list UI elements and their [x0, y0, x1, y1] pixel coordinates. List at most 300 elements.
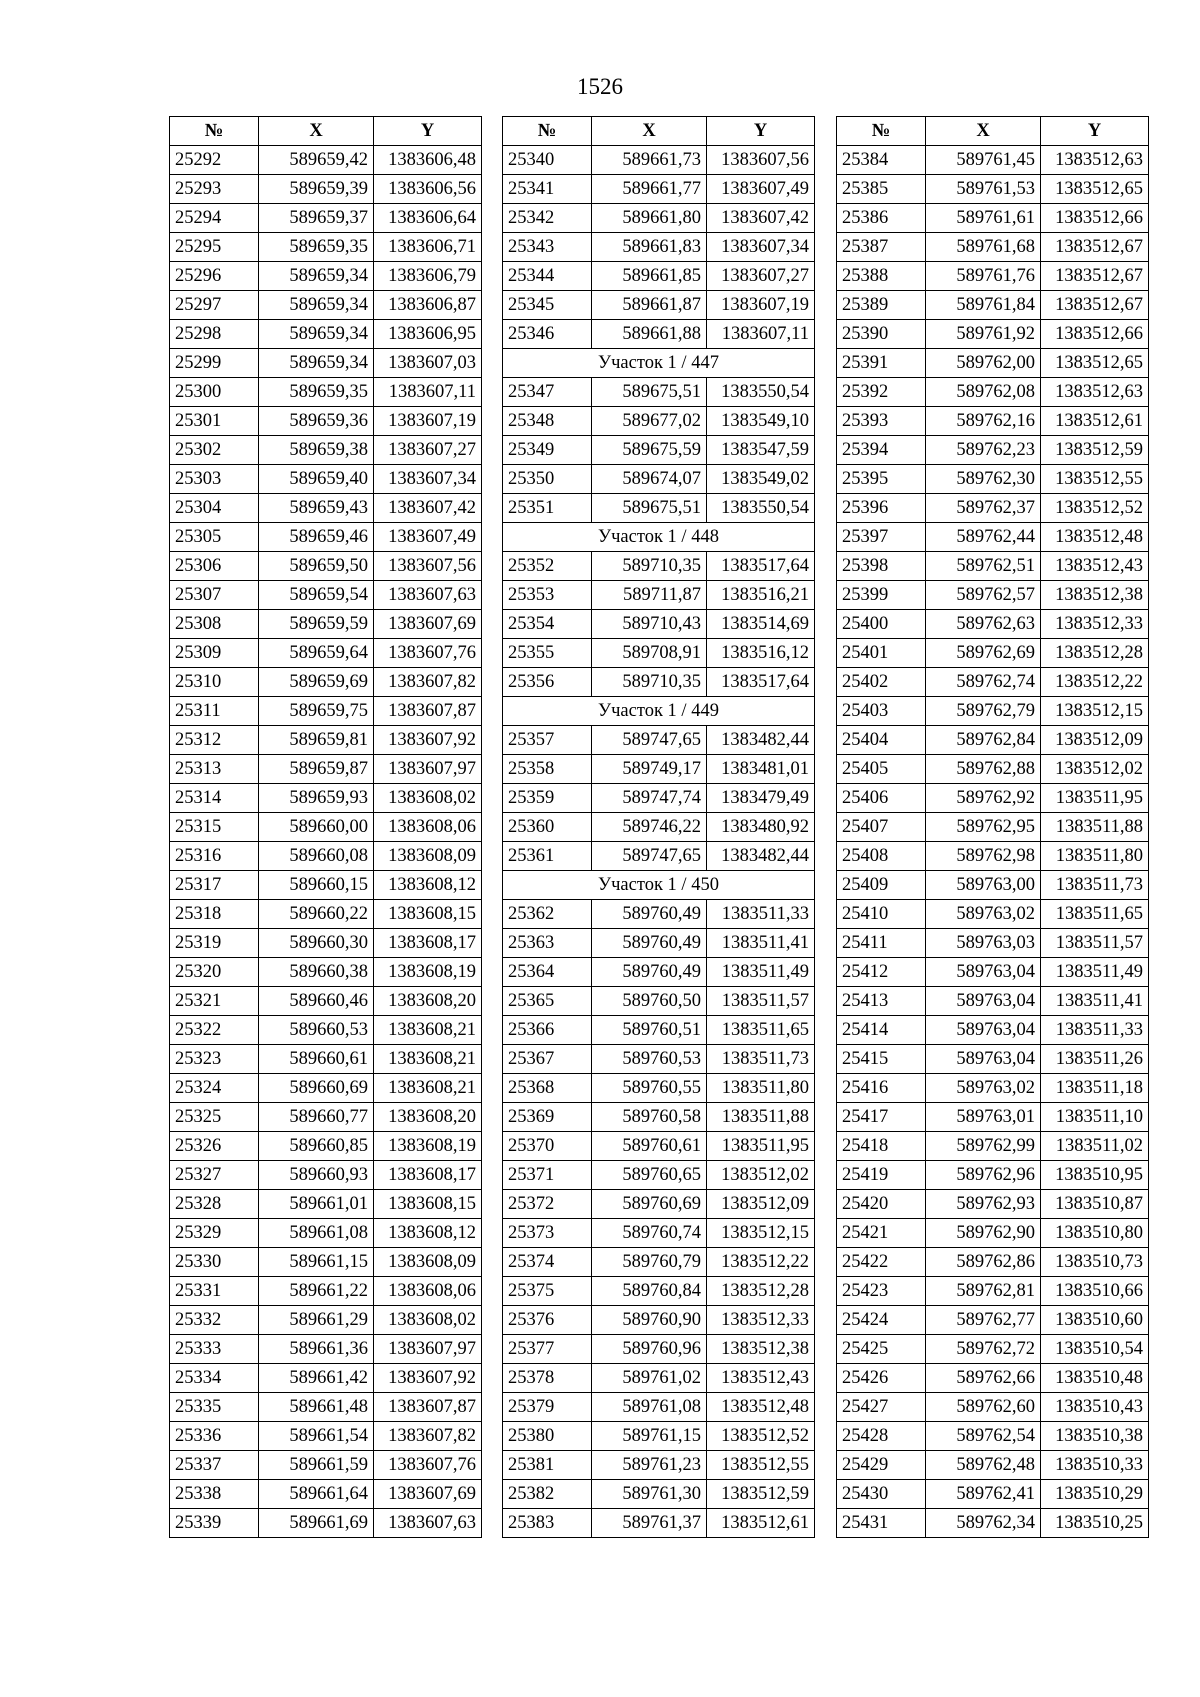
x-coordinate-cell: 589762,92: [926, 784, 1041, 813]
x-coordinate-cell: 589762,34: [926, 1509, 1041, 1538]
y-coordinate-cell: 1383512,55: [707, 1451, 815, 1480]
x-coordinate-cell: 589661,22: [259, 1277, 374, 1306]
y-coordinate-cell: 1383511,49: [1041, 958, 1149, 987]
table-row: [503, 494, 815, 523]
table-row: [503, 436, 815, 465]
x-coordinate-cell: 589659,40: [259, 465, 374, 494]
x-coordinate-cell: 589762,86: [926, 1248, 1041, 1277]
point-number-cell: 25356: [503, 668, 592, 697]
x-coordinate-cell: 589760,55: [592, 1074, 707, 1103]
x-coordinate-cell: 589761,61: [926, 204, 1041, 233]
y-coordinate-cell: 1383511,57: [1041, 929, 1149, 958]
table-row: [503, 755, 815, 784]
y-coordinate-cell: 1383512,61: [1041, 407, 1149, 436]
x-coordinate-cell: 589660,00: [259, 813, 374, 842]
table-row: [837, 1364, 1149, 1393]
x-coordinate-cell: 589762,79: [926, 697, 1041, 726]
y-coordinate-cell: 1383512,55: [1041, 465, 1149, 494]
section-label: Участок 1 / 450: [503, 871, 815, 900]
point-number-cell: 25390: [837, 320, 926, 349]
y-coordinate-cell: 1383606,87: [374, 291, 482, 320]
table-row: [837, 465, 1149, 494]
point-number-cell: 25409: [837, 871, 926, 900]
point-number-cell: 25421: [837, 1219, 926, 1248]
y-coordinate-cell: 1383511,88: [707, 1103, 815, 1132]
y-coordinate-cell: 1383607,69: [374, 610, 482, 639]
column-header-y: Y: [707, 117, 815, 146]
y-coordinate-cell: 1383512,67: [1041, 262, 1149, 291]
point-number-cell: 25324: [170, 1074, 259, 1103]
point-number-cell: 25302: [170, 436, 259, 465]
column-header-x: X: [592, 117, 707, 146]
point-number-cell: 25327: [170, 1161, 259, 1190]
y-coordinate-cell: 1383510,66: [1041, 1277, 1149, 1306]
y-coordinate-cell: 1383607,27: [374, 436, 482, 465]
y-coordinate-cell: 1383517,64: [707, 668, 815, 697]
y-coordinate-cell: 1383607,69: [374, 1480, 482, 1509]
table-row: [170, 494, 482, 523]
table-row: [837, 175, 1149, 204]
table-row: [170, 1016, 482, 1045]
point-number-cell: 25348: [503, 407, 592, 436]
y-coordinate-cell: 1383607,97: [374, 1335, 482, 1364]
table-row: [837, 204, 1149, 233]
point-number-cell: 25396: [837, 494, 926, 523]
x-coordinate-cell: 589761,45: [926, 146, 1041, 175]
y-coordinate-cell: 1383608,02: [374, 1306, 482, 1335]
y-coordinate-cell: 1383607,97: [374, 755, 482, 784]
y-coordinate-cell: 1383512,28: [707, 1277, 815, 1306]
table-header-row: [837, 117, 1149, 146]
table-row: [503, 1277, 815, 1306]
table-row: [170, 349, 482, 378]
point-number-cell: 25315: [170, 813, 259, 842]
y-coordinate-cell: 1383512,02: [1041, 755, 1149, 784]
table-row: [837, 668, 1149, 697]
point-number-cell: 25415: [837, 1045, 926, 1074]
point-number-cell: 25345: [503, 291, 592, 320]
x-coordinate-cell: 589760,50: [592, 987, 707, 1016]
column-header-number: №: [837, 117, 926, 146]
point-number-cell: 25413: [837, 987, 926, 1016]
y-coordinate-cell: 1383511,33: [707, 900, 815, 929]
y-coordinate-cell: 1383607,19: [707, 291, 815, 320]
table-row: [837, 1509, 1149, 1538]
column-header-x: X: [259, 117, 374, 146]
x-coordinate-cell: 589761,15: [592, 1422, 707, 1451]
x-coordinate-cell: 589760,49: [592, 929, 707, 958]
table-row: [837, 639, 1149, 668]
point-number-cell: 25312: [170, 726, 259, 755]
y-coordinate-cell: 1383512,48: [1041, 523, 1149, 552]
x-coordinate-cell: 589760,61: [592, 1132, 707, 1161]
table-row: [837, 1016, 1149, 1045]
table-row: [170, 987, 482, 1016]
point-number-cell: 25305: [170, 523, 259, 552]
x-coordinate-cell: 589659,43: [259, 494, 374, 523]
y-coordinate-cell: 1383516,12: [707, 639, 815, 668]
x-coordinate-cell: 589762,93: [926, 1190, 1041, 1219]
x-coordinate-cell: 589661,85: [592, 262, 707, 291]
y-coordinate-cell: 1383512,66: [1041, 204, 1149, 233]
x-coordinate-cell: 589761,84: [926, 291, 1041, 320]
y-coordinate-cell: 1383512,65: [1041, 175, 1149, 204]
y-coordinate-cell: 1383514,69: [707, 610, 815, 639]
y-coordinate-cell: 1383549,10: [707, 407, 815, 436]
table-row: [503, 1393, 815, 1422]
y-coordinate-cell: 1383608,12: [374, 871, 482, 900]
point-number-cell: 25325: [170, 1103, 259, 1132]
x-coordinate-cell: 589762,69: [926, 639, 1041, 668]
y-coordinate-cell: 1383512,59: [1041, 436, 1149, 465]
point-number-cell: 25399: [837, 581, 926, 610]
y-coordinate-cell: 1383606,48: [374, 146, 482, 175]
table-row: [503, 668, 815, 697]
point-number-cell: 25366: [503, 1016, 592, 1045]
table-row: [837, 1045, 1149, 1074]
x-coordinate-cell: 589761,02: [592, 1364, 707, 1393]
point-number-cell: 25303: [170, 465, 259, 494]
table-row: [170, 233, 482, 262]
section-row: [503, 523, 815, 552]
table-row: [837, 697, 1149, 726]
point-number-cell: 25314: [170, 784, 259, 813]
y-coordinate-cell: 1383606,79: [374, 262, 482, 291]
table-row: [170, 581, 482, 610]
point-number-cell: 25316: [170, 842, 259, 871]
point-number-cell: 25385: [837, 175, 926, 204]
y-coordinate-cell: 1383606,71: [374, 233, 482, 262]
x-coordinate-cell: 589661,64: [259, 1480, 374, 1509]
table-row: [170, 262, 482, 291]
x-coordinate-cell: 589762,99: [926, 1132, 1041, 1161]
point-number-cell: 25341: [503, 175, 592, 204]
y-coordinate-cell: 1383608,17: [374, 929, 482, 958]
x-coordinate-cell: 589762,60: [926, 1393, 1041, 1422]
y-coordinate-cell: 1383607,11: [374, 378, 482, 407]
x-coordinate-cell: 589674,07: [592, 465, 707, 494]
y-coordinate-cell: 1383510,25: [1041, 1509, 1149, 1538]
table-row: [503, 1103, 815, 1132]
y-coordinate-cell: 1383511,73: [707, 1045, 815, 1074]
x-coordinate-cell: 589660,22: [259, 900, 374, 929]
table-row: [837, 407, 1149, 436]
table-row: [503, 407, 815, 436]
y-coordinate-cell: 1383516,21: [707, 581, 815, 610]
point-number-cell: 25320: [170, 958, 259, 987]
point-number-cell: 25391: [837, 349, 926, 378]
y-coordinate-cell: 1383608,09: [374, 842, 482, 871]
y-coordinate-cell: 1383512,22: [1041, 668, 1149, 697]
table-row: [837, 813, 1149, 842]
point-number-cell: 25344: [503, 262, 592, 291]
point-number-cell: 25342: [503, 204, 592, 233]
point-number-cell: 25308: [170, 610, 259, 639]
point-number-cell: 25419: [837, 1161, 926, 1190]
x-coordinate-cell: 589661,08: [259, 1219, 374, 1248]
table-row: [837, 900, 1149, 929]
x-coordinate-cell: 589660,61: [259, 1045, 374, 1074]
table-row: [503, 1161, 815, 1190]
x-coordinate-cell: 589661,80: [592, 204, 707, 233]
y-coordinate-cell: 1383608,06: [374, 1277, 482, 1306]
column-header-y: Y: [374, 117, 482, 146]
point-number-cell: 25335: [170, 1393, 259, 1422]
page-number: 1526: [577, 74, 623, 99]
point-number-cell: 25293: [170, 175, 259, 204]
table-row: [837, 842, 1149, 871]
y-coordinate-cell: 1383512,52: [1041, 494, 1149, 523]
point-number-cell: 25330: [170, 1248, 259, 1277]
x-coordinate-cell: 589762,84: [926, 726, 1041, 755]
point-number-cell: 25423: [837, 1277, 926, 1306]
x-coordinate-cell: 589763,04: [926, 1045, 1041, 1074]
y-coordinate-cell: 1383607,19: [374, 407, 482, 436]
point-number-cell: 25430: [837, 1480, 926, 1509]
x-coordinate-cell: 589762,63: [926, 610, 1041, 639]
y-coordinate-cell: 1383607,82: [374, 668, 482, 697]
y-coordinate-cell: 1383510,73: [1041, 1248, 1149, 1277]
point-number-cell: 25323: [170, 1045, 259, 1074]
x-coordinate-cell: 589747,74: [592, 784, 707, 813]
table-row: [170, 813, 482, 842]
table-row: [503, 1451, 815, 1480]
y-coordinate-cell: 1383481,01: [707, 755, 815, 784]
point-number-cell: 25367: [503, 1045, 592, 1074]
x-coordinate-cell: 589661,42: [259, 1364, 374, 1393]
table-row: [503, 1074, 815, 1103]
point-number-cell: 25394: [837, 436, 926, 465]
table-row: [503, 1509, 815, 1538]
x-coordinate-cell: 589677,02: [592, 407, 707, 436]
x-coordinate-cell: 589660,46: [259, 987, 374, 1016]
point-number-cell: 25364: [503, 958, 592, 987]
point-number-cell: 25328: [170, 1190, 259, 1219]
x-coordinate-cell: 589660,08: [259, 842, 374, 871]
coordinates-table-2: [502, 116, 815, 1538]
y-coordinate-cell: 1383549,02: [707, 465, 815, 494]
x-coordinate-cell: 589760,90: [592, 1306, 707, 1335]
point-number-cell: 25370: [503, 1132, 592, 1161]
point-number-cell: 25295: [170, 233, 259, 262]
x-coordinate-cell: 589763,04: [926, 987, 1041, 1016]
x-coordinate-cell: 589762,48: [926, 1451, 1041, 1480]
table-row: [837, 581, 1149, 610]
x-coordinate-cell: 589762,72: [926, 1335, 1041, 1364]
point-number-cell: 25401: [837, 639, 926, 668]
x-coordinate-cell: 589661,36: [259, 1335, 374, 1364]
x-coordinate-cell: 589760,79: [592, 1248, 707, 1277]
y-coordinate-cell: 1383608,21: [374, 1074, 482, 1103]
table-row: [170, 842, 482, 871]
point-number-cell: 25340: [503, 146, 592, 175]
table-row: [170, 668, 482, 697]
y-coordinate-cell: 1383512,52: [707, 1422, 815, 1451]
x-coordinate-cell: 589659,36: [259, 407, 374, 436]
point-number-cell: 25371: [503, 1161, 592, 1190]
x-coordinate-cell: 589660,69: [259, 1074, 374, 1103]
point-number-cell: 25294: [170, 204, 259, 233]
y-coordinate-cell: 1383547,59: [707, 436, 815, 465]
y-coordinate-cell: 1383607,42: [707, 204, 815, 233]
y-coordinate-cell: 1383607,27: [707, 262, 815, 291]
y-coordinate-cell: 1383511,57: [707, 987, 815, 1016]
table-row: [503, 233, 815, 262]
point-number-cell: 25381: [503, 1451, 592, 1480]
x-coordinate-cell: 589760,58: [592, 1103, 707, 1132]
x-coordinate-cell: 589675,59: [592, 436, 707, 465]
point-number-cell: 25331: [170, 1277, 259, 1306]
section-label: Участок 1 / 449: [503, 697, 815, 726]
table-row: [170, 900, 482, 929]
table-row: [170, 726, 482, 755]
x-coordinate-cell: 589661,87: [592, 291, 707, 320]
y-coordinate-cell: 1383512,33: [1041, 610, 1149, 639]
x-coordinate-cell: 589760,65: [592, 1161, 707, 1190]
x-coordinate-cell: 589710,35: [592, 668, 707, 697]
x-coordinate-cell: 589763,03: [926, 929, 1041, 958]
y-coordinate-cell: 1383482,44: [707, 726, 815, 755]
table-row: [170, 378, 482, 407]
y-coordinate-cell: 1383511,41: [707, 929, 815, 958]
y-coordinate-cell: 1383607,56: [707, 146, 815, 175]
table-row: [170, 871, 482, 900]
x-coordinate-cell: 589763,04: [926, 1016, 1041, 1045]
x-coordinate-cell: 589661,01: [259, 1190, 374, 1219]
x-coordinate-cell: 589659,54: [259, 581, 374, 610]
x-coordinate-cell: 589762,74: [926, 668, 1041, 697]
table-row: [170, 146, 482, 175]
y-coordinate-cell: 1383510,43: [1041, 1393, 1149, 1422]
x-coordinate-cell: 589762,88: [926, 755, 1041, 784]
y-coordinate-cell: 1383512,15: [1041, 697, 1149, 726]
y-coordinate-cell: 1383510,33: [1041, 1451, 1149, 1480]
y-coordinate-cell: 1383608,09: [374, 1248, 482, 1277]
table-row: [170, 1480, 482, 1509]
x-coordinate-cell: 589659,39: [259, 175, 374, 204]
x-coordinate-cell: 589762,96: [926, 1161, 1041, 1190]
y-coordinate-cell: 1383608,17: [374, 1161, 482, 1190]
point-number-cell: 25373: [503, 1219, 592, 1248]
y-coordinate-cell: 1383607,92: [374, 1364, 482, 1393]
table-row: [837, 552, 1149, 581]
table-row: [170, 465, 482, 494]
point-number-cell: 25428: [837, 1422, 926, 1451]
point-number-cell: 25403: [837, 697, 926, 726]
y-coordinate-cell: 1383608,06: [374, 813, 482, 842]
x-coordinate-cell: 589762,44: [926, 523, 1041, 552]
x-coordinate-cell: 589675,51: [592, 378, 707, 407]
y-coordinate-cell: 1383607,82: [374, 1422, 482, 1451]
table-row: [170, 320, 482, 349]
point-number-cell: 25349: [503, 436, 592, 465]
x-coordinate-cell: 589761,23: [592, 1451, 707, 1480]
y-coordinate-cell: 1383608,02: [374, 784, 482, 813]
point-number-cell: 25389: [837, 291, 926, 320]
table-row: [503, 987, 815, 1016]
y-coordinate-cell: 1383608,21: [374, 1016, 482, 1045]
point-number-cell: 25387: [837, 233, 926, 262]
x-coordinate-cell: 589661,69: [259, 1509, 374, 1538]
x-coordinate-cell: 589659,69: [259, 668, 374, 697]
y-coordinate-cell: 1383512,15: [707, 1219, 815, 1248]
point-number-cell: 25418: [837, 1132, 926, 1161]
x-coordinate-cell: 589659,93: [259, 784, 374, 813]
table-row: [837, 320, 1149, 349]
x-coordinate-cell: 589760,51: [592, 1016, 707, 1045]
table-row: [503, 465, 815, 494]
y-coordinate-cell: 1383512,22: [707, 1248, 815, 1277]
y-coordinate-cell: 1383607,63: [374, 1509, 482, 1538]
point-number-cell: 25422: [837, 1248, 926, 1277]
y-coordinate-cell: 1383517,64: [707, 552, 815, 581]
point-number-cell: 25361: [503, 842, 592, 871]
table-row: [503, 320, 815, 349]
x-coordinate-cell: 589659,37: [259, 204, 374, 233]
y-coordinate-cell: 1383479,49: [707, 784, 815, 813]
point-number-cell: 25376: [503, 1306, 592, 1335]
x-coordinate-cell: 589659,34: [259, 320, 374, 349]
point-number-cell: 25333: [170, 1335, 259, 1364]
table-row: [503, 958, 815, 987]
y-coordinate-cell: 1383510,48: [1041, 1364, 1149, 1393]
table-row: [170, 639, 482, 668]
table-row: [503, 1132, 815, 1161]
column-header-x: X: [926, 117, 1041, 146]
x-coordinate-cell: 589661,15: [259, 1248, 374, 1277]
table-row: [170, 610, 482, 639]
x-coordinate-cell: 589708,91: [592, 639, 707, 668]
x-coordinate-cell: 589661,83: [592, 233, 707, 262]
table-row: [837, 1161, 1149, 1190]
point-number-cell: 25402: [837, 668, 926, 697]
y-coordinate-cell: 1383512,38: [1041, 581, 1149, 610]
point-number-cell: 25395: [837, 465, 926, 494]
point-number-cell: 25304: [170, 494, 259, 523]
table-row: [503, 1364, 815, 1393]
y-coordinate-cell: 1383511,80: [1041, 842, 1149, 871]
y-coordinate-cell: 1383510,60: [1041, 1306, 1149, 1335]
x-coordinate-cell: 589660,93: [259, 1161, 374, 1190]
x-coordinate-cell: 589659,87: [259, 755, 374, 784]
y-coordinate-cell: 1383511,95: [707, 1132, 815, 1161]
x-coordinate-cell: 589659,46: [259, 523, 374, 552]
y-coordinate-cell: 1383511,73: [1041, 871, 1149, 900]
x-coordinate-cell: 589763,02: [926, 900, 1041, 929]
table-row: [837, 1074, 1149, 1103]
point-number-cell: 25350: [503, 465, 592, 494]
point-number-cell: 25377: [503, 1335, 592, 1364]
point-number-cell: 25369: [503, 1103, 592, 1132]
x-coordinate-cell: 589661,88: [592, 320, 707, 349]
point-number-cell: 25307: [170, 581, 259, 610]
x-coordinate-cell: 589710,35: [592, 552, 707, 581]
table-row: [503, 1335, 815, 1364]
y-coordinate-cell: 1383512,02: [707, 1161, 815, 1190]
point-number-cell: 25360: [503, 813, 592, 842]
x-coordinate-cell: 589762,23: [926, 436, 1041, 465]
table-row: [837, 1480, 1149, 1509]
table-row: [837, 1190, 1149, 1219]
y-coordinate-cell: 1383512,63: [1041, 146, 1149, 175]
x-coordinate-cell: 589761,37: [592, 1509, 707, 1538]
table-row: [837, 523, 1149, 552]
x-coordinate-cell: 589762,57: [926, 581, 1041, 610]
table-row: [837, 1103, 1149, 1132]
table-row: [503, 262, 815, 291]
table-row: [837, 958, 1149, 987]
y-coordinate-cell: 1383512,48: [707, 1393, 815, 1422]
